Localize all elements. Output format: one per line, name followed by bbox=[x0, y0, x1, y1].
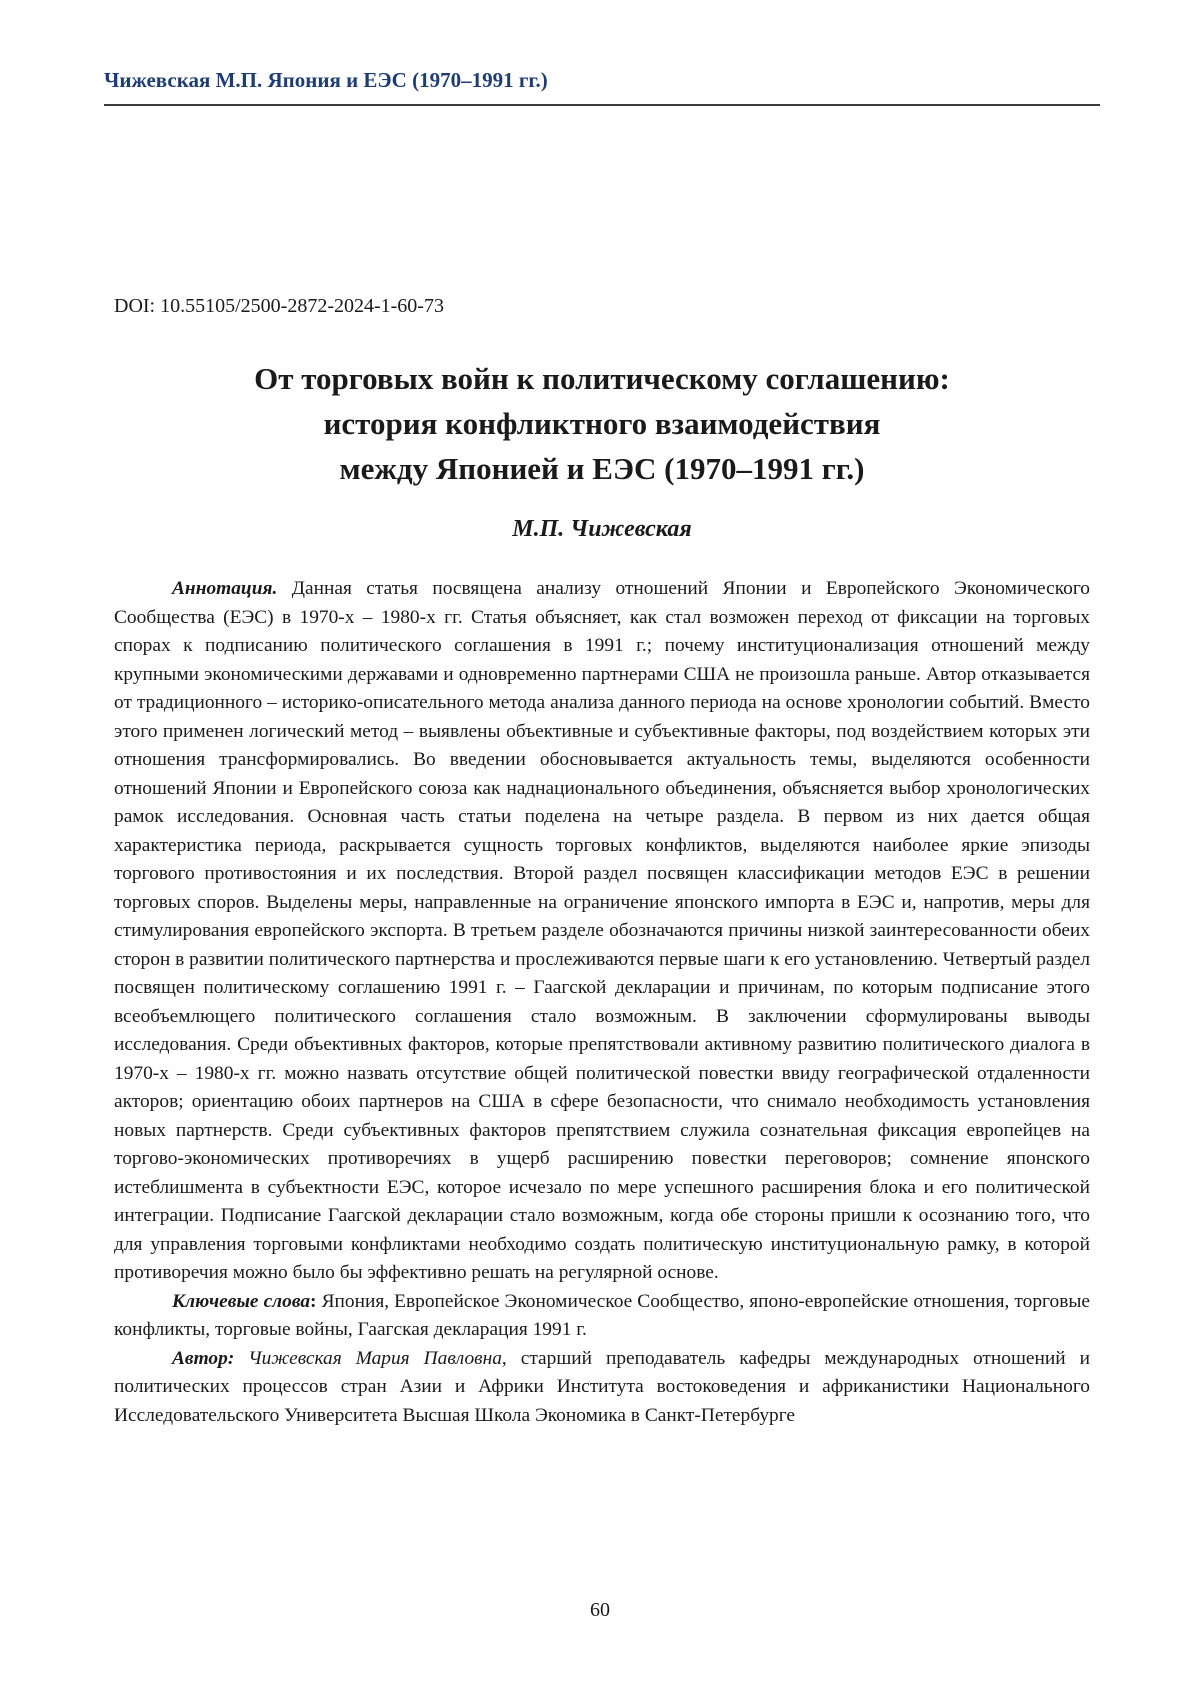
author-info-label: Автор: bbox=[172, 1347, 235, 1369]
title-line: От торговых войн к политическому соглашению: bbox=[254, 361, 950, 396]
page-number: 60 bbox=[590, 1599, 610, 1621]
running-head: Чижевская М.П. Япония и ЕЭС (1970–1991 гг.) bbox=[104, 68, 548, 92]
author-name: М.П. Чижевская bbox=[512, 516, 692, 542]
abstract-label: Аннотация. bbox=[172, 578, 278, 599]
title-line: история конфликтного взаимодействия bbox=[323, 406, 881, 441]
article-title bbox=[104, 356, 1100, 491]
keywords-label: Ключевые слова bbox=[172, 1290, 311, 1312]
keywords-colon: : bbox=[310, 1290, 317, 1312]
author-full-name: Чижевская Мария Павловна bbox=[248, 1347, 502, 1369]
title-line: между Японией и ЕЭС (1970–1991 гг.) bbox=[339, 451, 865, 486]
author-info-paragraph bbox=[114, 1345, 1090, 1431]
abstract-paragraph bbox=[114, 575, 1090, 1288]
abstract-block bbox=[114, 575, 1090, 1430]
keywords-text: Япония, Европейское Экономическое Сообщество, японо-европейские отношения, торговые конфликты, торговые войны, Гаагская декларация 1991 г. bbox=[114, 1290, 1090, 1340]
doi: DOI: 10.55105/2500-2872-2024-1-60-73 bbox=[114, 295, 444, 317]
keywords-paragraph bbox=[114, 1288, 1090, 1345]
author-info-text: , старший преподаватель кафедры международных отношений и политических процессов стран Азии и Африки Института востоковедения и африканистики Национального Исследовательского Университета Высшая Школа Экономика в Санкт-Петербурге bbox=[114, 1347, 1090, 1426]
header-rule bbox=[104, 104, 1100, 106]
abstract-text: Данная статья посвящена анализу отношений Японии и Европейского Экономического Сообщества (ЕЭС) в 1970-х – 1980-х гг. Статья объясняет, как стал возможен переход от фиксации на торговых спорах к подписанию политического соглашения в 1991 г.; почему институционализация отношений между крупными экономическими державами и одновременно партнерами США не произошла раньше. Автор отказывается от традиционного – историко-описательного метода анализа данного периода на основе хронологии событий. Вместо этого применен логический метод – выявлены объективные и субъективные факторы, под воздействием которых эти отношения трансформировались. Во введении обосновывается актуальность темы, выделяются особенности отношений Японии и Европейского союза как наднационального объединения, объясняется выбор хронологических рамок исследования. Основная часть статьи поделена на четыре раздела. В первом из них дается общая характеристика периода, раскрывается сущность торговых конфликтов, выделяются наиболее яркие эпизоды торгового противостояния и их последствия. Второй раздел посвящен классификации методов ЕЭС в решении торговых споров. Выделены меры, направленные на ограничение японского импорта в ЕЭС и, напротив, меры для стимулирования европейского экспорта. В третьем разделе обозначаются причины низкой заинтересованности обеих сторон в развитии политического партнерства и прослеживаются первые шаги к его установлению. Четвертый раздел посвящен политическому соглашению 1991 г. – Гаагской декларации и причинам, по которым подписание этого всеобъемлющего политического соглашения стало возможным. В заключении сформулированы выводы исследования. Среди объективных факторов, которые препятствовали активному развитию политического диалога в 1970-х – 1980-х гг. можно назвать отсутствие общей политической повестки ввиду географической отдаленности акторов; ориентацию обоих партнеров на США в сфере безопасности, что снимало необходимость установления новых партнерств. Среди субъективных факторов препятствием служила сознательная фиксация европейцев на торгово-экономических противоречиях в ущерб расширению повестки переговоров; сомнение японского истеблишмента в субъектности ЕЭС, которое исчезало по мере успешного расширения блока и его политической интеграции. Подписание Гаагской декларации стало возможным, когда обе стороны пришли к осознанию того, что для управления торговыми конфликтами необходимо создать политическую институциональную рамку, в которой противоречия можно было бы эффективно решать на регулярной основе. bbox=[114, 578, 1090, 1283]
